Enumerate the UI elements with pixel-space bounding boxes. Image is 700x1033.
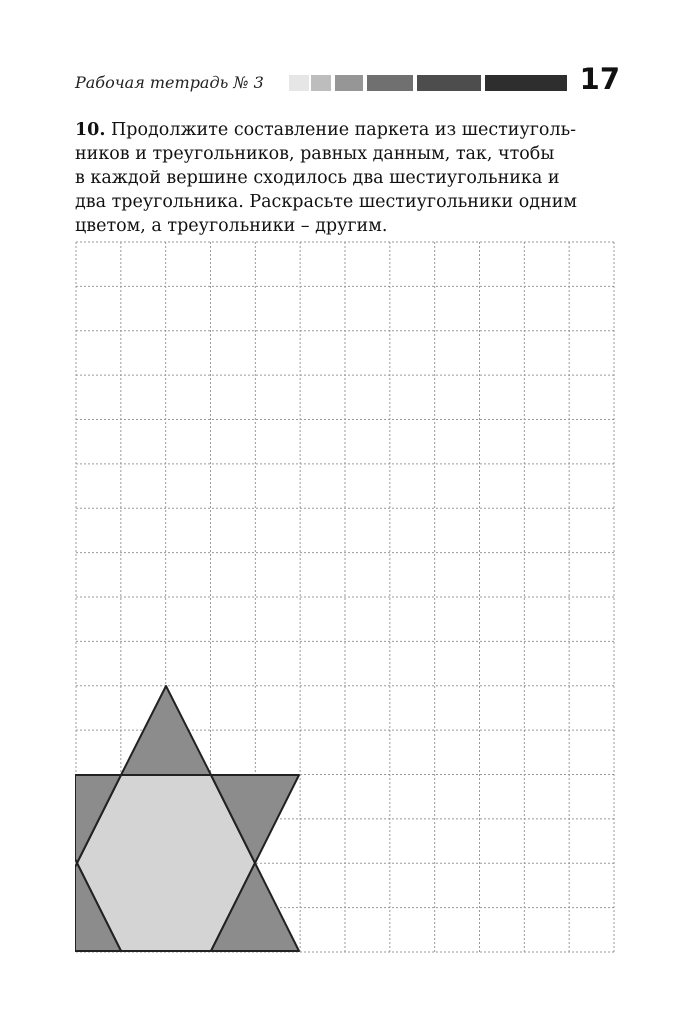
task-line: цветом, а треугольники – другим. — [75, 216, 388, 236]
page-header — [75, 62, 620, 102]
header-bar-1 — [289, 75, 309, 91]
page-number: 17 — [579, 62, 620, 96]
parquet-example — [75, 686, 299, 951]
header-bar-3 — [335, 75, 363, 91]
header-bar-6 — [485, 75, 567, 91]
header-bar-4 — [367, 75, 413, 91]
task-line: два треугольника. Раскрасьте шестиугольники одним — [75, 192, 578, 212]
task-number: 10. — [75, 120, 106, 140]
drawing-grid-area[interactable] — [75, 241, 615, 957]
task-text — [75, 118, 615, 238]
task-line — [75, 118, 615, 142]
task-line-text: Продолжите составление паркета из шестиуголь- — [111, 120, 577, 140]
parquet-grid[interactable] — [75, 241, 615, 953]
header-bar-2 — [311, 75, 331, 91]
task-line: в каждой вершине сходилось два шестиугольника и — [75, 168, 560, 188]
workbook-title: Рабочая тетрадь № 3 — [75, 73, 264, 92]
header-gradient-bars — [289, 75, 569, 91]
header-bar-5 — [417, 75, 481, 91]
task-line: ников и треугольников, равных данным, так, чтобы — [75, 144, 555, 164]
